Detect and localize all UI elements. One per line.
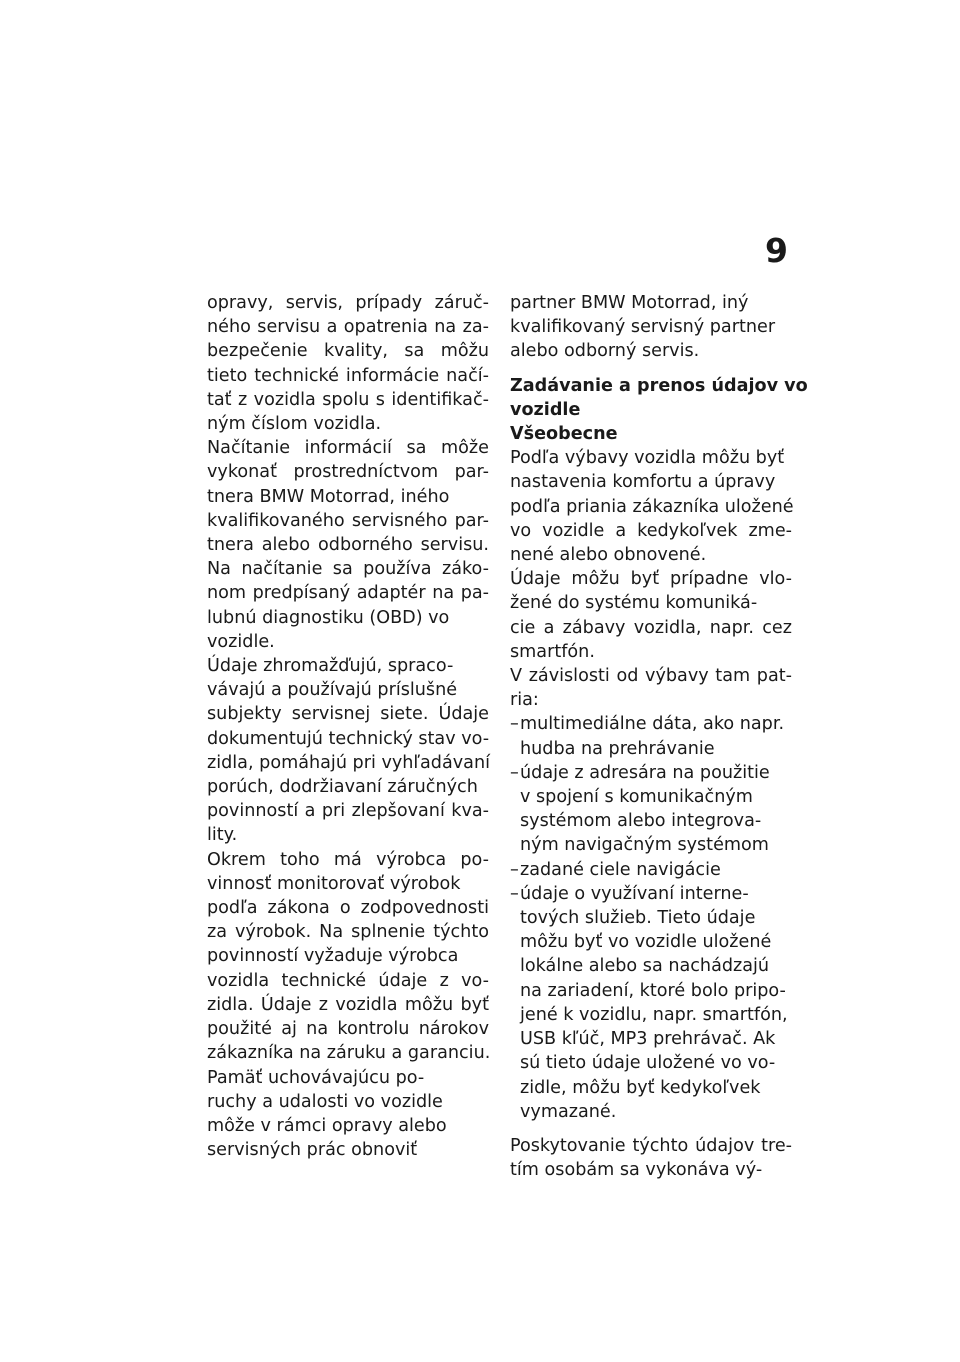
list-item-text: tových služieb. Tieto údaje xyxy=(520,908,756,929)
text-line: subjekty servisnej siete. Údaje xyxy=(207,704,489,725)
text-line: dokumentujú technický stav vo- xyxy=(207,728,490,749)
list-item-text: hudba na prehrávanie xyxy=(520,738,715,759)
text-line: cie a zábavy vozidla, napr. cez xyxy=(510,617,792,638)
text-line: tieto technické informácie načí- xyxy=(207,365,489,386)
bullet-dash: – xyxy=(510,859,519,880)
section-heading: Zadávanie a prenos údajov vo xyxy=(510,375,808,396)
list-item-text: v spojení s komunikačným xyxy=(520,787,753,808)
text-line: tnera alebo odborného servisu. xyxy=(207,535,489,556)
list-item xyxy=(510,882,792,906)
text-line: servisných prác obnoviť xyxy=(207,1140,418,1161)
text-line: alebo odborný servis. xyxy=(510,341,700,362)
list-item xyxy=(510,858,792,882)
text-line: zidla, pomáhajú pri vyhľadávaní xyxy=(207,752,490,773)
text-line: nom predpísaný adaptér na pa- xyxy=(207,583,489,604)
list-item-continuation xyxy=(510,954,792,978)
bullet-dash: – xyxy=(510,762,519,783)
left-column xyxy=(207,291,489,1162)
text-line: ného servisu a opatrenia na za- xyxy=(207,317,489,338)
text-line: vávajú a používajú príslušné xyxy=(207,680,458,701)
text-line: tím osobám sa vykonáva vý- xyxy=(510,1160,763,1181)
list-item-text: na zariadení, ktoré bolo pripo- xyxy=(520,980,786,1001)
subheading: Všeobecne xyxy=(510,424,618,445)
list-item-continuation xyxy=(510,930,792,954)
page-number: 9 xyxy=(765,231,788,270)
list-item-text: lokálne alebo sa nachádzajú xyxy=(520,956,770,977)
text-line: Pamäť uchovávajúcu po- xyxy=(207,1067,425,1088)
list-item xyxy=(510,712,792,736)
bullet-dash: – xyxy=(510,883,519,904)
list-item-continuation xyxy=(510,809,792,833)
list-item-text: jené k vozidlu, napr. smartfón, xyxy=(520,1004,788,1025)
text-line: Podľa výbavy vozidla môžu byť xyxy=(510,448,785,469)
list-item xyxy=(510,761,792,785)
spacer xyxy=(510,364,792,374)
text-line: zidla. Údaje z vozidla môžu byť xyxy=(207,994,489,1015)
list-item-continuation xyxy=(510,1027,792,1051)
list-item-text: USB kľúč, MP3 prehrávač. Ak xyxy=(520,1029,776,1050)
list-item-text: údaje o využívaní interne- xyxy=(520,883,749,904)
text-line: smartfón. xyxy=(510,641,595,662)
text-line: Údaje zhromažďujú, spraco- xyxy=(207,656,454,677)
list-item-continuation xyxy=(510,1051,792,1075)
text-line: podľa priania zákazníka uložené xyxy=(510,496,794,517)
text-line: kvalifikovaný servisný partner xyxy=(510,317,776,338)
text-line: ným číslom vozidla. xyxy=(207,414,382,435)
list-item-continuation xyxy=(510,906,792,930)
list-item-continuation xyxy=(510,785,792,809)
list-item-text: multimediálne dáta, ako napr. xyxy=(520,714,785,735)
text-line: Okrem toho má výrobca po- xyxy=(207,849,489,870)
right-column xyxy=(510,291,808,1182)
list-item-text: ným navigačným systémom xyxy=(520,835,769,856)
text-line: Údaje môžu byť prípadne vlo- xyxy=(510,569,792,590)
text-line: vozidle. xyxy=(207,631,275,652)
text-line: použité aj na kontrolu nárokov xyxy=(207,1019,489,1040)
text-line: opravy, servis, prípady záruč- xyxy=(207,293,489,313)
text-line: vinnosť monitorovať výrobok xyxy=(207,873,461,894)
text-line: V závislosti od výbavy tam pat- xyxy=(510,666,792,687)
list-item-text: údaje z adresára na použitie xyxy=(520,762,770,783)
text-line: povinností vyžaduje výrobca xyxy=(207,946,459,967)
text-line: vozidla technické údaje z vo- xyxy=(207,970,489,991)
text-line: bezpečenie kvality, sa môžu xyxy=(207,341,489,362)
text-line: Na načítanie sa používa záko- xyxy=(207,559,489,580)
text-line: zákazníka na záruku a garanciu. xyxy=(207,1043,491,1064)
list-item-continuation xyxy=(510,1100,792,1124)
list-item-text: môžu byť vo vozidle uložené xyxy=(520,932,772,953)
spacer xyxy=(510,1124,792,1134)
text-line: kvalifikovaného servisného par- xyxy=(207,510,489,531)
text-line: podľa zákona o zodpovednosti xyxy=(207,898,489,919)
text-line: môže v rámci opravy alebo xyxy=(207,1115,447,1136)
list-item-continuation xyxy=(510,737,792,761)
text-line: vykonať prostredníctvom par- xyxy=(207,462,489,483)
list-item-text: vymazané. xyxy=(520,1101,617,1122)
text-line: žené do systému komuniká- xyxy=(510,593,758,614)
list-item-text: systémom alebo integrova- xyxy=(520,811,762,832)
text-line: tať z vozidla spolu s identifikač- xyxy=(207,389,489,410)
list-item-text: zidle, môžu byť kedykoľvek xyxy=(520,1077,761,1098)
text-line: lubnú diagnostiku (OBD) vo xyxy=(207,607,450,628)
text-line: nastavenia komfortu a úpravy xyxy=(510,472,776,493)
text-line: lity. xyxy=(207,825,238,846)
list-item-text: zadané ciele navigácie xyxy=(520,859,721,880)
text-line: partner BMW Motorrad, iný xyxy=(510,293,749,313)
text-line: ria: xyxy=(510,690,539,711)
text-line: Poskytovanie týchto údajov tre- xyxy=(510,1135,792,1156)
list-item-continuation xyxy=(510,833,792,857)
text-line: vo vozidle a kedykoľvek zme- xyxy=(510,520,792,541)
text-line: ruchy a udalosti vo vozidle xyxy=(207,1091,443,1112)
list-item-continuation xyxy=(510,979,792,1003)
text-line: nené alebo obnovené. xyxy=(510,545,707,566)
text-line: Načítanie informácií sa môže xyxy=(207,438,489,459)
list-item-continuation xyxy=(510,1076,792,1100)
text-line: tnera BMW Motorrad, iného xyxy=(207,486,450,507)
text-line: povinností a pri zlepšovaní kva- xyxy=(207,801,489,822)
text-line: porúch, dodržiavaní záručných xyxy=(207,777,478,798)
list-item-text: sú tieto údaje uložené vo vo- xyxy=(520,1053,776,1074)
list-item-continuation xyxy=(510,1003,792,1027)
bullet-dash: – xyxy=(510,714,519,735)
text-line: za výrobok. Na splnenie týchto xyxy=(207,922,489,943)
section-heading: vozidle xyxy=(510,399,581,420)
